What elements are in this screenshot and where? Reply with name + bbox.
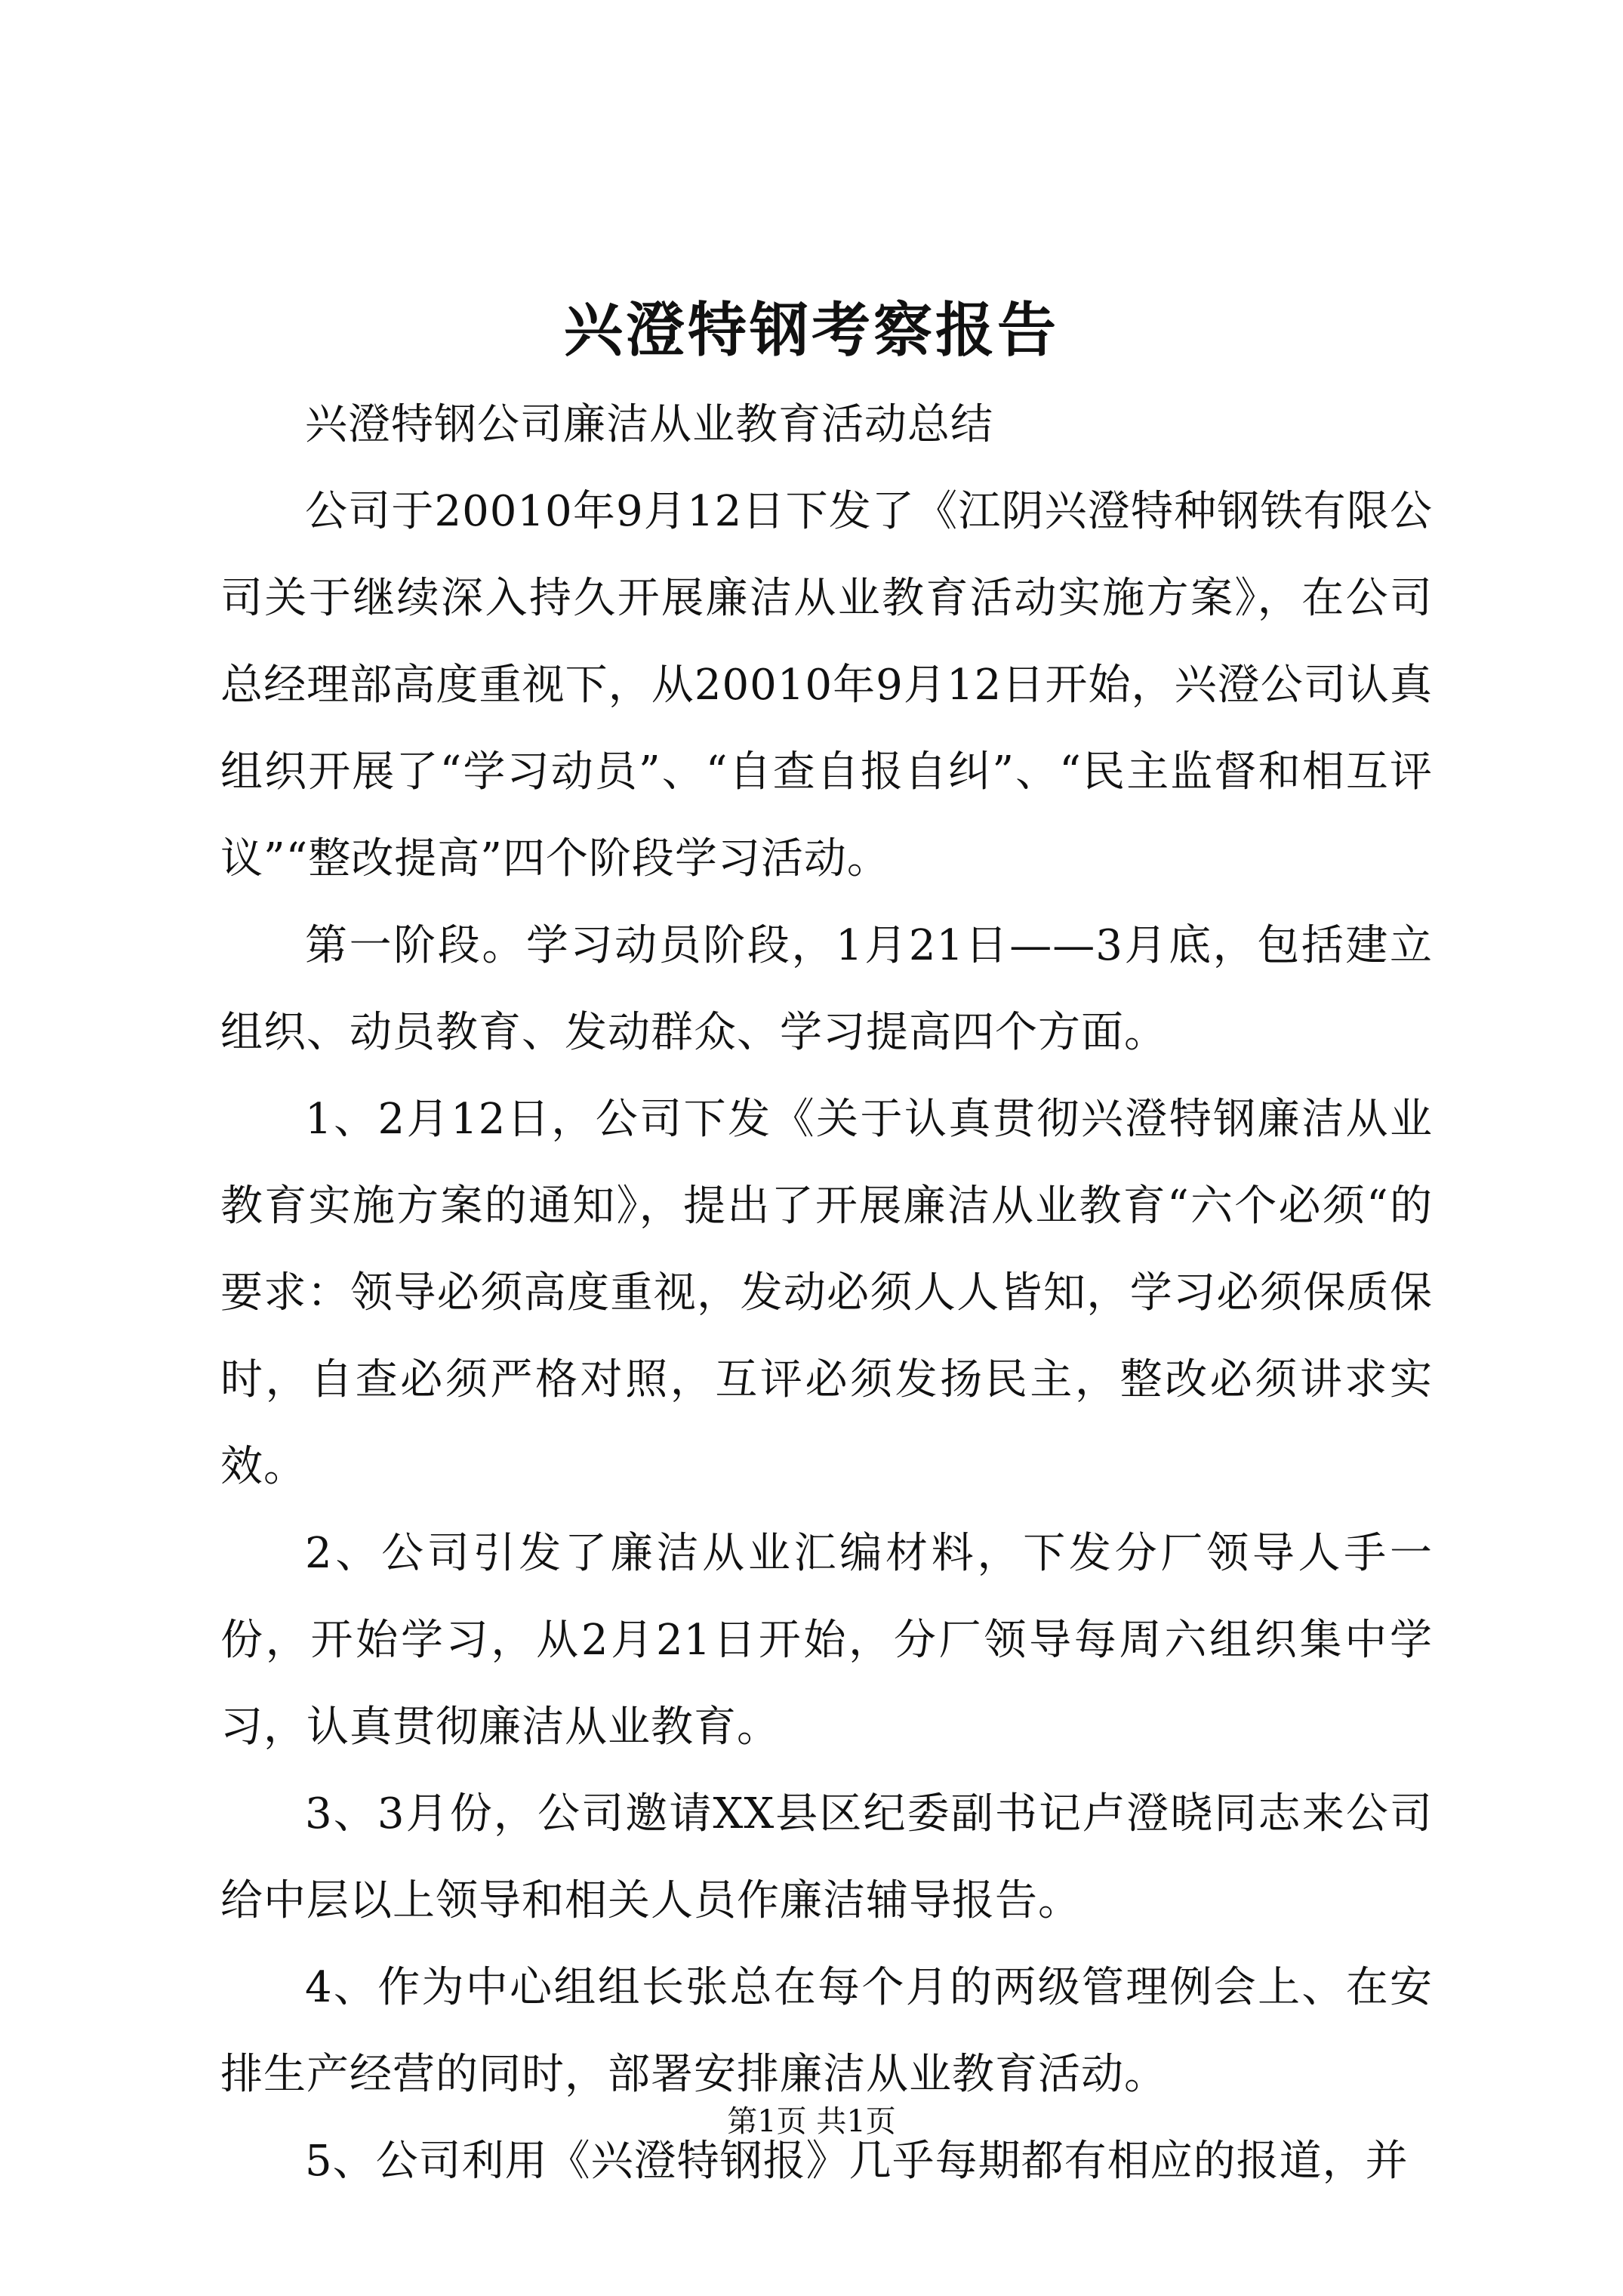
paragraph-item-1: 1、2月12日，公司下发《关于认真贯彻兴澄特钢廉洁从业教育实施方案的通知》，提出了开展廉洁从业教育“六个必须“的要求：领导必须高度重视，发动必须人人皆知，学习必须保质保时，自查必须严格对照，互评必须发扬民主，整改必须讲求实效。 (220, 1095, 1433, 1491)
paragraph-item-4: 4、作为中心组组长张总在每个月的两级管理例会上、在安排生产经营的同时，部署安排廉洁从业教育活动。 (220, 1963, 1433, 2099)
paragraph-item-3: 3、3月份，公司邀请XX县区纪委副书记卢澄晓同志来公司给中层以上领导和相关人员作廉洁辅导报告。 (220, 1789, 1433, 1925)
document-title: 兴澄特钢考察报告 (563, 296, 1059, 365)
paragraph-stage-one: 第一阶段。学习动员阶段，1月21日——3月底，包括建立组织、动员教育、发动群众、学习提高四个方面。 (220, 921, 1433, 1057)
paragraph-subtitle: 兴澄特钢公司廉洁从业教育活动总结 (305, 400, 993, 449)
document-body (220, 381, 1433, 2205)
paragraph-intro: 公司于20010年9月12日下发了《江阴兴澄特种钢铁有限公司关于继续深入持久开展廉洁从业教育活动实施方案》，在公司总经理部高度重视下，从20010年9月12日开始，兴澄公司认真组织开展了“学习动员”、“自查自报自纠”、“民主监督和相互评议”“整改提高”四个阶段学习活动。 (220, 487, 1433, 883)
page-footer: 第1页 共1页 (727, 2104, 896, 2139)
paragraph-item-2: 2、公司引发了廉洁从业汇编材料，下发分厂领导人手一份，开始学习，从2月21日开始，分厂领导每周六组织集中学习，认真贯彻廉洁从业教育。 (220, 1529, 1433, 1752)
paragraph-item-5: 5、公司利用《兴澄特钢报》几乎每期都有相应的报道，并 (305, 2137, 1409, 2186)
